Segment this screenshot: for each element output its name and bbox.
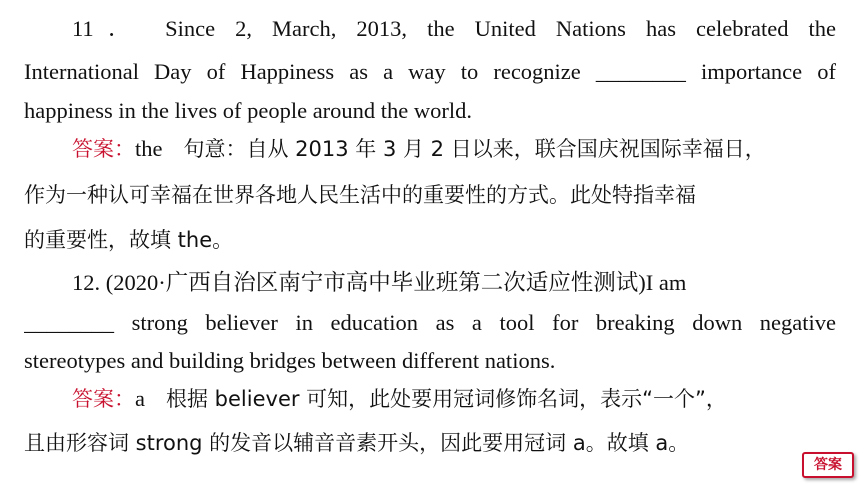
q11-line-3: happiness in the lives of people around the world. (24, 98, 473, 123)
q11-line-2: International Day of Happiness as a way to recognize ________ importance of (24, 59, 836, 84)
q12-line-3: stereotypes and building bridges between different nations. (24, 348, 556, 373)
answer-value: the (135, 136, 163, 161)
explanation-text: 根据 believer 可知，此处要用冠词修饰名词，表示“一个”， (145, 387, 727, 411)
q12-line-1: 12. (2020·广西自治区南宁市高中毕业班第二次适应性测试)I am (72, 270, 687, 295)
q11-explanation-line-3: 的重要性，故填 the。 (24, 228, 234, 252)
q12-answer (72, 384, 836, 414)
q11-answer (72, 134, 836, 164)
answer-value: a (135, 386, 145, 411)
q12-explanation-line-2: 且由形容词 strong 的发音以辅音音素开头，因此要用冠词 a。故填 a。 (24, 431, 690, 455)
q11-line-1: 11． Since 2, March, 2013, the United Nations has celebrated the (72, 16, 836, 41)
q11-explanation-line-2: 作为一种认可幸福在世界各地人民生活中的重要性的方式。此处特指幸福 (24, 183, 696, 207)
q12-line-2: ________ strong believer in education as a tool for breaking down negative (24, 310, 836, 335)
answer-label: 答案： (72, 137, 135, 161)
answer-button[interactable]: 答案 (802, 452, 854, 478)
explanation-text: 句意：自从 2013 年 3 月 2 日以来，联合国庆祝国际幸福日， (162, 137, 766, 161)
answer-label: 答案： (72, 387, 135, 411)
